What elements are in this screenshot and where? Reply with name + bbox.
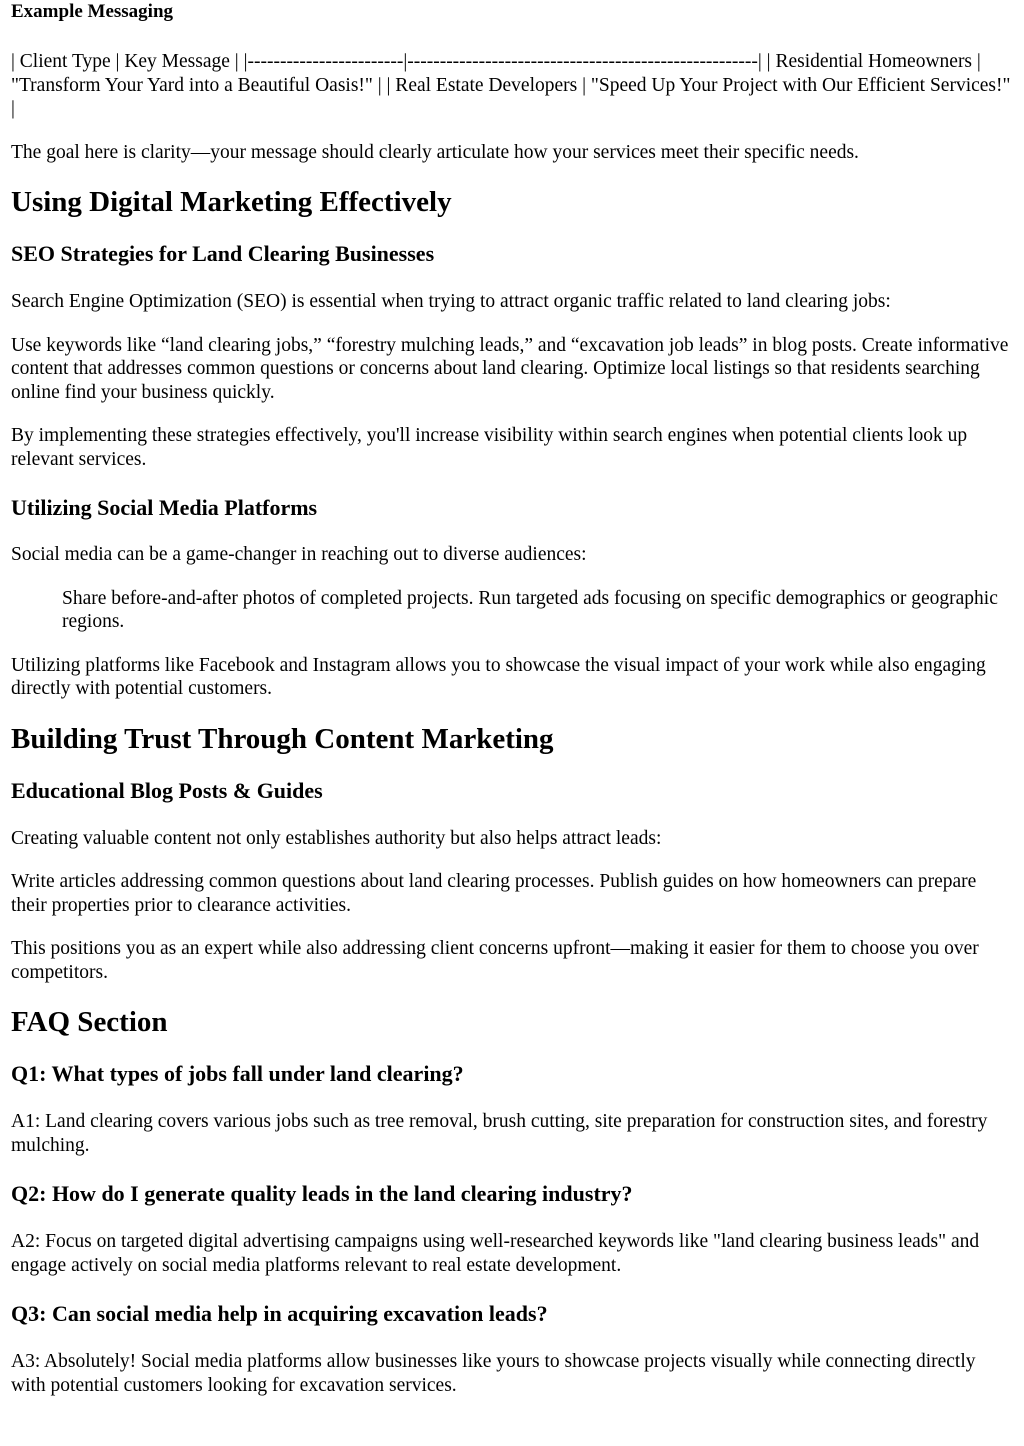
faq-answer: A2: Focus on targeted digital advertising campaigns using well-researched keywords like "land clearing business leads" and engage actively on social media platforms relevant to real estate development. xyxy=(11,1231,980,1276)
faq-answer: A3: Absolutely! Social media platforms allow businesses like yours to showcase projects visually while connecting directly with potential customers looking for excavation services. xyxy=(11,1351,976,1396)
seo-heading: SEO Strategies for Land Clearing Businesses xyxy=(11,241,435,266)
faq-question: Q2: How do I generate quality leads in the land clearing industry? xyxy=(11,1181,633,1206)
educational-posts-heading: Educational Blog Posts & Guides xyxy=(11,777,323,803)
digital-marketing-heading: Using Digital Marketing Effectively xyxy=(11,186,452,218)
example-messaging-heading: Example Messaging xyxy=(11,1,174,22)
educational-intro: Creating valuable content not only establishes authority but also helps attract leads: xyxy=(11,827,662,849)
goal-paragraph: The goal here is clarity—your message should clearly articulate how your services meet their specific needs. xyxy=(11,141,859,163)
faq-answer: A1: Land clearing covers various jobs such as tree removal, brush cutting, site preparation for construction sites, and forestry mulching. xyxy=(11,1111,988,1156)
social-list: Share before-and-after photos of completed projects. Run targeted ads focusing on specific demographics or geographic regions. xyxy=(62,587,998,632)
messaging-table-text: | Client Type | Key Message | |------------------------|------------------------------------------------------| | Residential Homeowners | "Transform Your Yard into a Beautiful Oasis!" | | Real Estate Developers | "Speed Up Your Project with Our Efficient Services!" | xyxy=(11,51,1011,119)
faq-question: Q1: What types of jobs fall under land clearing? xyxy=(11,1061,464,1086)
social-intro: Social media can be a game-changer in reaching out to diverse audiences: xyxy=(11,544,587,565)
seo-list: Use keywords like “land clearing jobs,” “forestry mulching leads,” and “excavation job leads” in blog posts. Create informative content that addresses common questions or concerns about land clearing. Optimize local listings so that residents searching online find your business quickly. xyxy=(11,334,1009,403)
seo-outro: By implementing these strategies effectively, you'll increase visibility within search engines when potential clients look up relevant services. xyxy=(11,425,968,470)
social-outro: Utilizing platforms like Facebook and Instagram allows you to showcase the visual impact of your work while also engaging directly with potential customers. xyxy=(11,654,986,699)
seo-intro: Search Engine Optimization (SEO) is essential when trying to attract organic traffic related to land clearing jobs: xyxy=(11,291,891,312)
educational-outro: This positions you as an expert while also addressing client concerns upfront—making it easier for them to choose you over competitors. xyxy=(11,938,979,983)
educational-list: Write articles addressing common questions about land clearing processes. Publish guides on how homeowners can prepare their properties prior to clearance activities. xyxy=(11,871,977,916)
content-marketing-heading: Building Trust Through Content Marketing xyxy=(11,722,554,755)
social-media-heading: Utilizing Social Media Platforms xyxy=(11,495,318,520)
faq-heading: FAQ Section xyxy=(11,1006,168,1038)
faq-question: Q3: Can social media help in acquiring excavation leads? xyxy=(11,1301,548,1326)
